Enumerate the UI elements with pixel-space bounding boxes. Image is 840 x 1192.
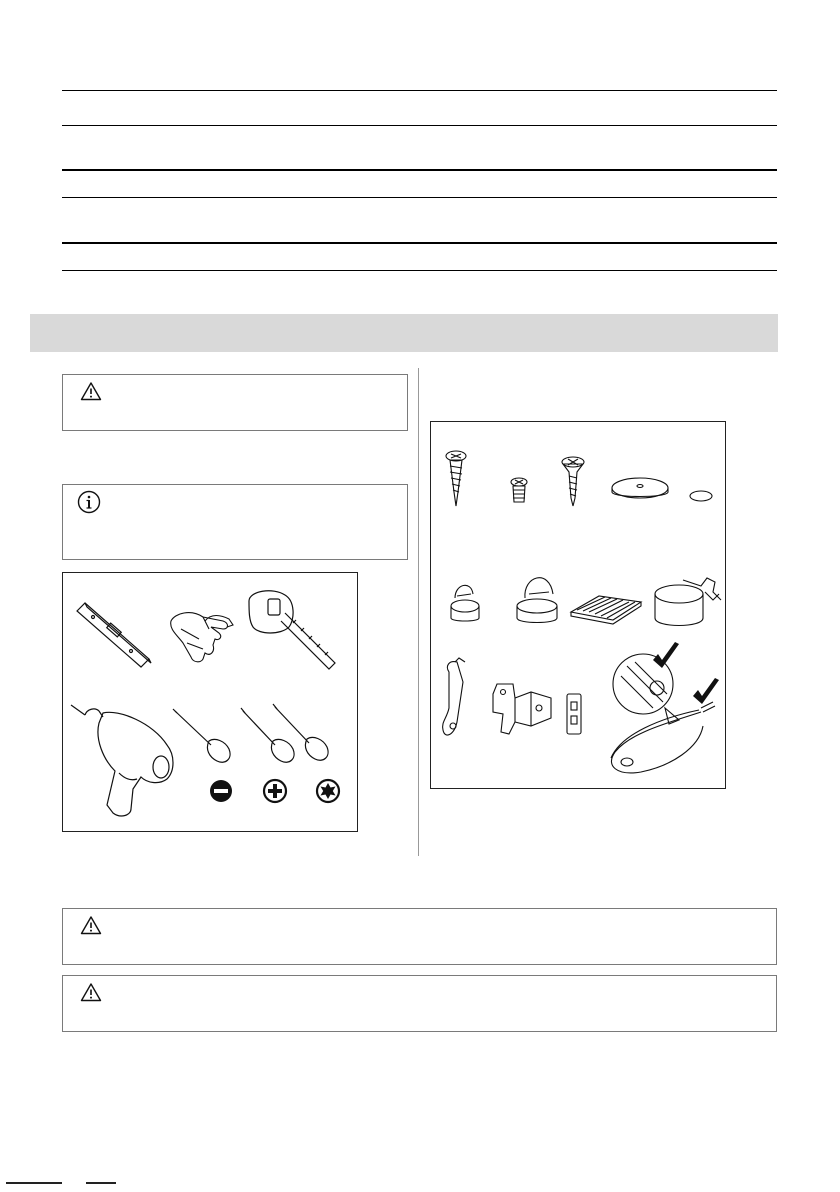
cropped-text-fragment [86,1182,116,1192]
table-rule-1 [62,90,777,91]
work-gloves-icon [171,613,233,662]
kit-figure [430,421,726,789]
large-washer-icon [612,478,668,498]
tools-info-box [62,484,408,560]
cropped-text-fragment [6,1182,62,1192]
table-rule-4 [62,197,777,198]
bottom-warning-box-2 [62,975,777,1032]
small-washer-icon [690,491,712,501]
star-head-symbol [317,780,339,802]
filter-pad-icon [571,596,641,624]
hose-assembly-icon [611,654,715,773]
table-rule-3 [62,169,777,171]
latch-icon [567,694,581,734]
info-icon [77,490,101,514]
table-rule-2 [62,125,777,126]
column-divider [418,368,419,856]
phillips-screwdriver-icon [241,708,294,762]
wood-screw-icon [446,451,466,506]
minus-head-symbol [210,780,232,802]
hinge-icon [493,684,551,734]
cable-grommet-large-icon [517,578,557,623]
machine-screw-icon [511,478,527,502]
check-mark-icon [693,678,719,704]
plus-head-symbol [264,780,286,802]
tape-measure-icon [249,591,335,669]
tools-warning-box [62,374,408,431]
flathead-screwdriver-icon [173,709,230,762]
cable-grommet-small-icon [451,585,479,621]
countersunk-screw-icon [562,457,584,506]
table-rule-5 [62,242,777,244]
spirit-level-icon [77,603,151,667]
warning-icon [80,982,102,1002]
table-rule-6 [62,270,777,271]
spanner-wrench-icon [443,658,465,735]
warning-icon [80,915,102,935]
tools-figure [62,572,358,832]
power-drill-icon [71,705,173,816]
torx-screwdriver-icon [273,704,328,760]
pipe-clamp-icon [655,578,721,626]
section-heading-band [30,314,778,352]
bottom-warning-box-1 [62,908,777,965]
warning-icon [80,381,102,401]
